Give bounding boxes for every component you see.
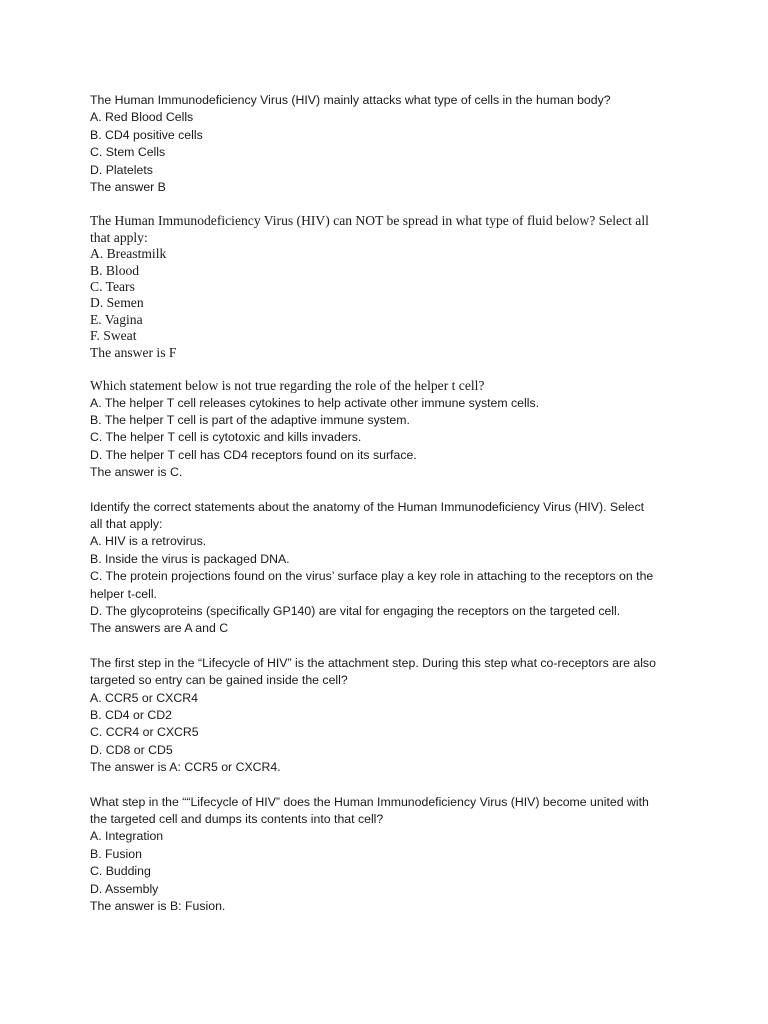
option-f: F. Sweat: [90, 328, 137, 344]
option-b: B. The helper T cell is part of the adaptive immune system.: [90, 412, 410, 427]
option-c: C. Stem Cells: [90, 145, 166, 160]
question-text: Which statement below is not true regarding the role of the helper t cell?: [90, 378, 485, 394]
option-c: C. CCR4 or CXCR5: [90, 725, 199, 740]
answer-text: The answer is B: Fusion.: [90, 899, 226, 914]
option-a: A. HIV is a retrovirus.: [90, 534, 207, 549]
question-block-1: [90, 92, 690, 196]
question-text: The first step in the “Lifecycle of HIV” is the attachment step. During this step what co-receptors are also: [90, 655, 656, 670]
question-text: The Human Immunodeficiency Virus (HIV) can NOT be spread in what type of fluid below? Select all: [90, 213, 649, 229]
option-e: E. Vagina: [90, 311, 143, 327]
option-b: B. Blood: [90, 262, 140, 278]
option-b: B. Fusion: [90, 846, 142, 861]
option-b: B. CD4 or CD2: [90, 708, 173, 722]
option-a: A. Breastmilk: [90, 246, 167, 262]
question-block-3: [90, 378, 690, 481]
question-block-5: [90, 655, 690, 777]
question-block-4: [90, 499, 690, 638]
option-c: C. The helper T cell is cytotoxic and kills invaders.: [90, 430, 362, 445]
option-c: C. Budding: [90, 864, 151, 879]
answer-text: The answer is F: [90, 344, 177, 360]
document-page: [90, 92, 690, 915]
answer-text: The answers are A and C: [90, 621, 229, 636]
option-d: D. Assembly: [90, 881, 159, 896]
question-text-continued: all that apply:: [90, 516, 163, 531]
option-c-continued: helper t-cell.: [90, 586, 157, 601]
answer-text: The answer B: [90, 180, 166, 195]
option-a: A. The helper T cell releases cytokines to help activate other immune system cells.: [90, 395, 540, 410]
option-b: B. CD4 positive cells: [90, 127, 203, 142]
option-d: D. Platelets: [90, 162, 153, 177]
option-b: B. Inside the virus is packaged DNA.: [90, 551, 290, 566]
question-text: What step in the ““Lifecycle of HIV” does the Human Immunodeficiency Virus (HIV) become united with: [90, 794, 649, 809]
option-d: D. The glycoproteins (specifically GP140) are vital for engaging the receptors on the targeted cell.: [90, 603, 621, 618]
option-a: A. Red Blood Cells: [90, 110, 194, 125]
question-text: Identify the correct statements about the anatomy of the Human Immunodeficiency Virus (HIV). Select: [90, 499, 645, 514]
question-text-continued: the targeted cell and dumps its contents into that cell?: [90, 812, 384, 827]
question-text-continued: targeted so entry can be gained inside the cell?: [90, 673, 348, 688]
answer-text: The answer is A: CCR5 or CXCR4.: [90, 760, 281, 775]
option-a: A. CCR5 or CXCR4: [90, 690, 198, 705]
option-d: D. CD8 or CD5: [90, 742, 173, 757]
option-d: D. The helper T cell has CD4 receptors found on its surface.: [90, 447, 417, 462]
option-d: D. Semen: [90, 295, 144, 311]
option-a: A. Integration: [90, 829, 164, 844]
question-block-6: [90, 794, 690, 916]
answer-text: The answer is C.: [90, 465, 183, 480]
question-text: The Human Immunodeficiency Virus (HIV) mainly attacks what type of cells in the human body?: [90, 93, 611, 107]
option-c: C. Tears: [90, 279, 135, 295]
question-block-2: [90, 213, 690, 361]
question-text-continued: that apply:: [90, 229, 148, 245]
option-c: C. The protein projections found on the virus’ surface play a key role in attaching to the receptors on the: [90, 569, 654, 584]
